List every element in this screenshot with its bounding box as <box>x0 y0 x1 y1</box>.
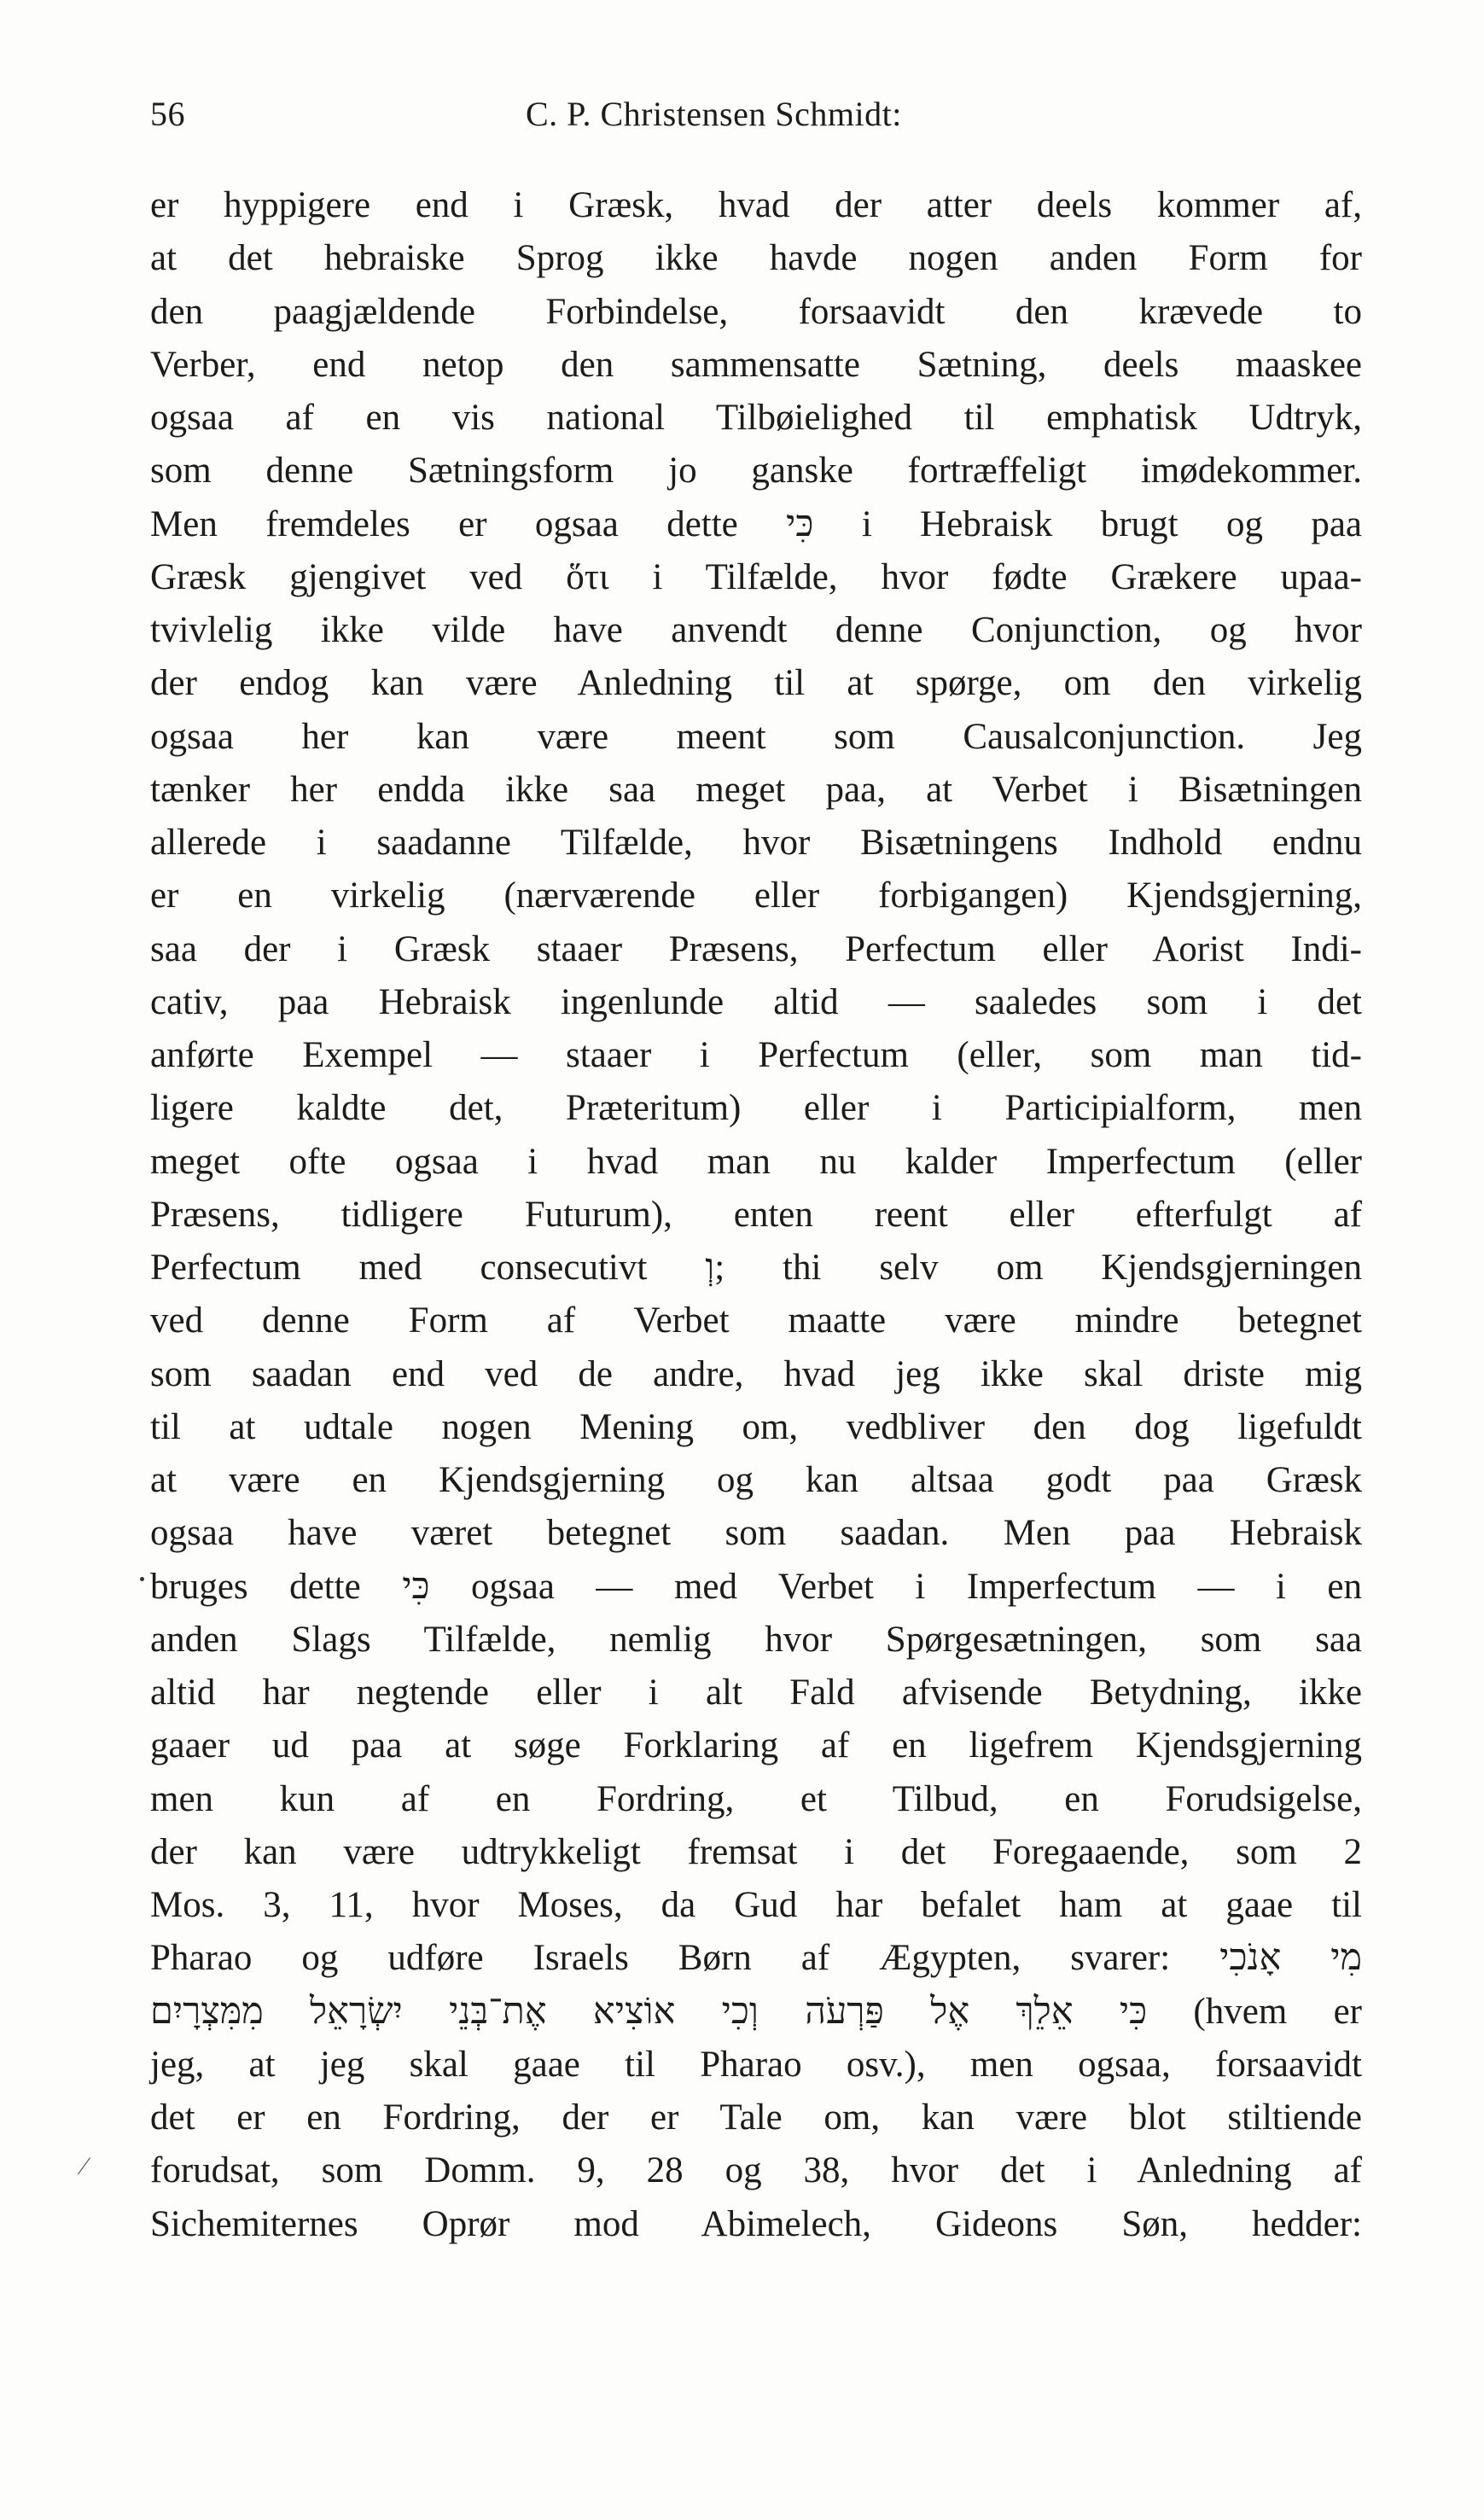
text-line: Præsens, tidligere Futurum), enten reent eller efterfulgt af <box>150 1194 1362 1235</box>
text-line: Verber, end netop den sammensatte Sætning, deels maaskee <box>150 344 1362 385</box>
page-header <box>150 89 1362 140</box>
text-line: Men fremdeles er ogsaa dette כִּי i Hebraisk brugt og paa <box>150 503 1362 544</box>
text-line: tænker her endda ikke saa meget paa, at Verbet i Bisætningen <box>150 769 1362 810</box>
text-line: gaaer ud paa at søge Forklaring af en ligefrem Kjendsgjerning <box>150 1725 1362 1766</box>
text-line: anførte Exempel — staaer i Perfectum (eller, som man tid- <box>150 1035 1362 1075</box>
text-line: der endog kan være Anledning til at spørge, om den virkelig <box>150 663 1362 704</box>
text-line: bruges dette כִּי ogsaa — med Verbet i Imperfectum — i en <box>150 1566 1362 1607</box>
text-line: det er en Fordring, der er Tale om, kan være blot stiltiende <box>150 2097 1362 2138</box>
text-line: som denne Sætningsform jo ganske fortræffeligt imødekommer. <box>150 451 1362 492</box>
text-line: Mos. 3, 11, hvor Moses, da Gud har befalet ham at gaae til <box>150 1885 1362 1925</box>
margin-pencil-mark: ⁄ <box>82 2152 87 2180</box>
text-line: jeg, at jeg skal gaae til Pharao osv.), men ogsaa, forsaavidt <box>150 2044 1362 2085</box>
text-line: forudsat, som Domm. 9, 28 og 38, hvor det i Anledning af <box>150 2150 1362 2191</box>
text-line: tvivlelig ikke vilde have anvendt denne Conjunction, og hvor <box>150 610 1362 650</box>
text-line: den paagjældende Forbindelse, forsaavidt den krævede to <box>150 291 1362 332</box>
text-line: Sichemiternes Oprør mod Abimelech, Gideons Søn, hedder: <box>150 2203 1362 2244</box>
text-line: allerede i saadanne Tilfælde, hvor Bisætningens Indhold endnu <box>150 823 1362 863</box>
text-line: at det hebraiske Sprog ikke havde nogen anden Form for <box>150 238 1362 279</box>
text-line: anden Slags Tilfælde, nemlig hvor Spørgesætningen, som saa <box>150 1619 1362 1660</box>
text-line: men kun af en Fordring, et Tilbud, en Forudsigelse, <box>150 1778 1362 1819</box>
text-line: er hyppigere end i Græsk, hvad der atter deels kommer af, <box>150 185 1362 225</box>
text-line: at være en Kjendsgjerning og kan altsaa godt paa Græsk <box>150 1460 1362 1500</box>
text-line: meget ofte ogsaa i hvad man nu kalder Imperfectum (eller <box>150 1141 1362 1182</box>
text-line: ogsaa have været betegnet som saadan. Men paa Hebraisk <box>150 1513 1362 1554</box>
text-line: der kan være udtrykkeligt fremsat i det Foregaaende, som 2 <box>150 1831 1362 1872</box>
text-line: ligere kaldte det, Præteritum) eller i Participialform, men <box>150 1088 1362 1129</box>
text-line: Perfectum med consecutivt וְ; thi selv om Kjendsgjerningen <box>150 1248 1362 1288</box>
text-line: Pharao og udføre Israels Børn af Ægypten, svarer: מִי אָנֹכִי <box>150 1938 1363 1979</box>
text-line: ogsaa her kan være meent som Causalconjunction. Jeg <box>150 716 1362 757</box>
text-line: altid har negtende eller i alt Fald afvisende Betydning, ikke <box>150 1673 1362 1713</box>
page-number: 56 <box>150 95 185 133</box>
text-line: som saadan end ved de andre, hvad jeg ikke skal driste mig <box>150 1353 1362 1394</box>
text-line: כִּי אֵלֵךְ אֶל פַּרְעֹה וְכִי אוֹצִיא אֶת־בְּנֵי יִשְׂרָאֵל מִמִּצְרָיִם (hvem er <box>150 1991 1362 2032</box>
running-head: C. P. Christensen Schmidt: <box>526 95 902 133</box>
text-line: er en virkelig (nærværende eller forbigangen) Kjendsgjerning, <box>150 876 1362 916</box>
margin-dot <box>140 1577 144 1581</box>
body-text <box>150 179 1362 2251</box>
text-line: ogsaa af en vis national Tilbøielighed til emphatisk Udtryk, <box>150 398 1362 438</box>
text-line: cativ, paa Hebraisk ingenlunde altid — saaledes som i det <box>150 981 1362 1022</box>
text-line: saa der i Græsk staaer Præsens, Perfectum eller Aorist Indi- <box>150 928 1362 969</box>
text-line: Græsk gjengivet ved ὅτι i Tilfælde, hvor fødte Grækere upaa- <box>150 556 1362 597</box>
text-line: ved denne Form af Verbet maatte være mindre betegnet <box>150 1300 1362 1341</box>
text-line: til at udtale nogen Mening om, vedbliver den dog ligefuldt <box>150 1406 1362 1447</box>
